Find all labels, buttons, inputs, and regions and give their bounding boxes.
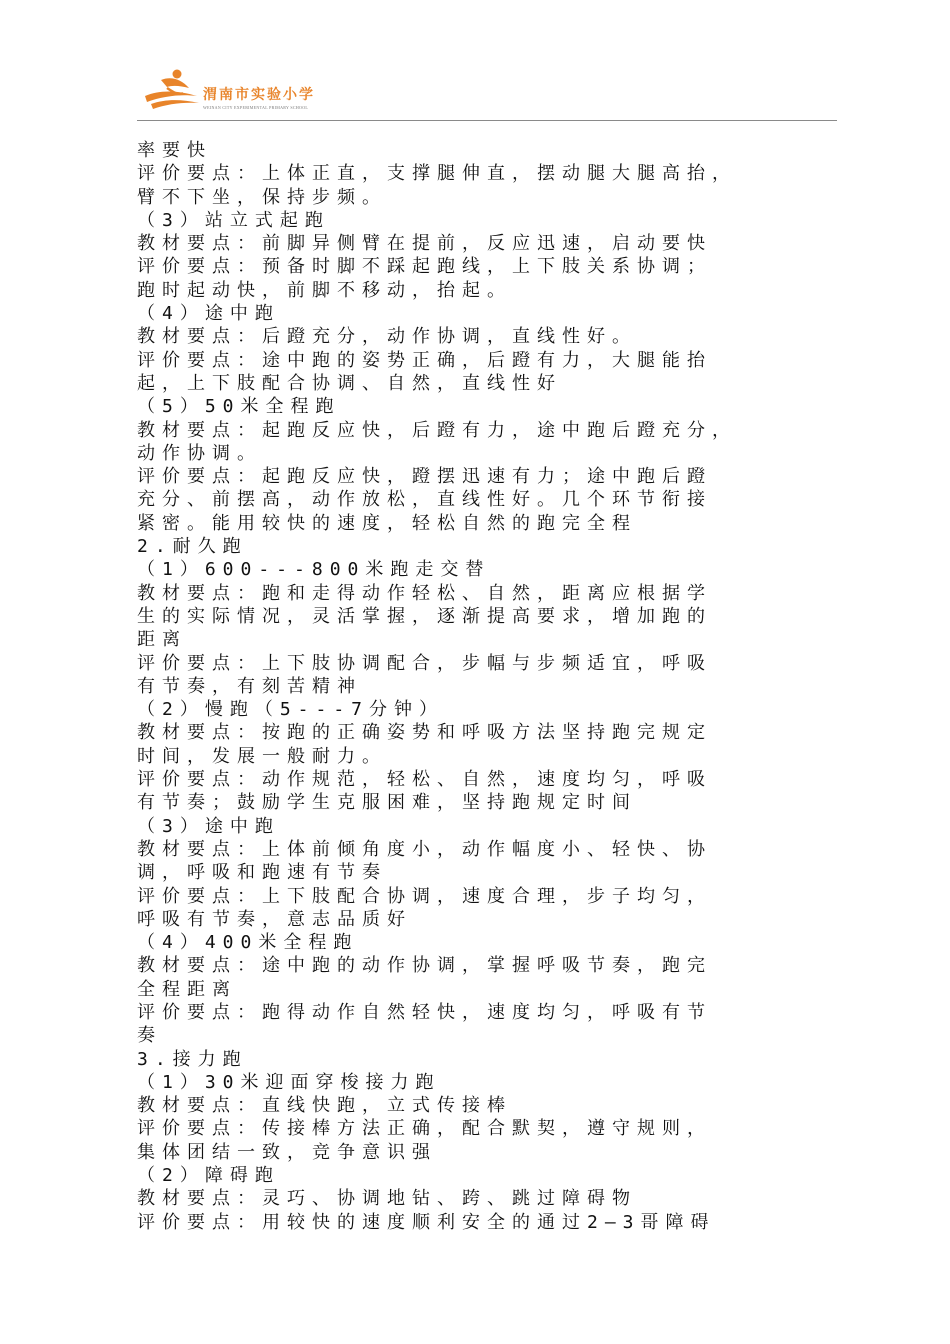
text-line: 时间，发展一般耐力。 [137, 745, 387, 767]
text-line: 奏 [137, 1025, 162, 1047]
text-line: （4）途中跑 [137, 303, 280, 325]
page-header [137, 62, 837, 122]
header-divider [137, 120, 837, 121]
text-line: 有节奏；鼓励学生克服困难，坚持跑规定时间 [137, 792, 637, 814]
text-line: （5）50米全程跑 [137, 396, 341, 418]
text-line: 紧密。能用较快的速度，轻松自然的跑完全程 [137, 512, 637, 534]
school-logo-icon [137, 66, 207, 116]
text-line: 呼吸有节奏，意志品质好 [137, 908, 412, 930]
text-line: 率要快 [137, 140, 212, 161]
text-line: 教材要点：灵巧、协调地钻、跨、跳过障碍物 [137, 1188, 637, 1210]
text-line: 起，上下肢配合协调、自然，直线性好 [137, 372, 562, 394]
text-line: 教材要点：跑和走得动作轻松、自然，距离应根据学 [137, 582, 712, 604]
text-line: 教材要点：后蹬充分，动作协调，直线性好。 [137, 326, 637, 348]
text-line: 评价要点：预备时脚不踩起跑线，上下肢关系协调； [137, 256, 712, 278]
text-line: 动作协调。 [137, 442, 262, 464]
text-line: 有节奏，有刻苦精神 [137, 675, 362, 697]
text-line: 2.耐久跑 [137, 536, 248, 558]
text-line: 评价要点：途中跑的姿势正确，后蹬有力，大腿能抬 [137, 349, 712, 371]
text-line: 教材要点：直线快跑，立式传接棒 [137, 1095, 512, 1117]
text-line: 教材要点：起跑反应快，后蹬有力，途中跑后蹬充分， [137, 419, 737, 441]
text-line: 生的实际情况，灵活掌握，逐渐提高要求，增加跑的 [137, 605, 712, 627]
text-line: 评价要点：动作规范，轻松、自然，速度均匀，呼吸 [137, 769, 712, 791]
text-line: 评价要点：上下肢协调配合，步幅与步频适宜，呼吸 [137, 652, 712, 674]
text-line: 集体团结一致，竞争意识强 [137, 1141, 437, 1163]
text-line: 教材要点：前脚异侧臂在提前，反应迅速，启动要快 [137, 233, 712, 255]
text-line: （1）30米迎面穿梭接力跑 [137, 1071, 441, 1093]
text-line: 评价要点：起跑反应快，蹬摆迅速有力；途中跑后蹬 [137, 466, 712, 488]
text-line: 评价要点：跑得动作自然轻快，速度均匀，呼吸有节 [137, 1001, 712, 1023]
text-line: 教材要点：上体前倾角度小，动作幅度小、轻快、协 [137, 838, 712, 860]
text-line: 跑时起动快，前脚不移动，抬起。 [137, 279, 512, 301]
text-line: 3.接力跑 [137, 1048, 248, 1070]
text-line: 距离 [137, 629, 187, 651]
text-line: 评价要点：上下肢配合协调，速度合理，步子均匀， [137, 885, 712, 907]
text-line: 充分、前摆高，动作放松，直线性好。几个环节衔接 [137, 489, 712, 511]
text-line: 调，呼吸和跑速有节奏 [137, 862, 387, 884]
text-line: 评价要点：用较快的速度顺利安全的通过2—3哥障碍 [137, 1211, 716, 1233]
text-line: 臂不下坐，保持步频。 [137, 186, 387, 208]
text-line: 全程距离 [137, 978, 237, 1000]
text-line: （2）慢跑（5---7分钟） [137, 699, 445, 721]
school-name-cn: 渭南市实验小学 [203, 87, 315, 103]
text-line: 评价要点：传接棒方法正确，配合默契，遵守规则， [137, 1118, 712, 1140]
text-line: 教材要点：途中跑的动作协调，掌握呼吸节奏，跑完 [137, 955, 712, 977]
text-line: （3）途中跑 [137, 815, 280, 837]
school-name-en: WEINAN CITY EXPERIMENTAL PRIMARY SCHOOL [203, 105, 309, 110]
text-line: （2）障碍跑 [137, 1165, 280, 1187]
text-line: 教材要点：按跑的正确姿势和呼吸方法坚持跑完规定 [137, 722, 712, 744]
text-line: 评价要点：上体正直，支撑腿伸直，摆动腿大腿高抬， [137, 163, 737, 185]
document-body [137, 139, 842, 1234]
text-line: （4）400米全程跑 [137, 932, 359, 954]
text-line: （3）站立式起跑 [137, 209, 330, 231]
text-line: （1）600---800米跑走交替 [137, 559, 491, 581]
